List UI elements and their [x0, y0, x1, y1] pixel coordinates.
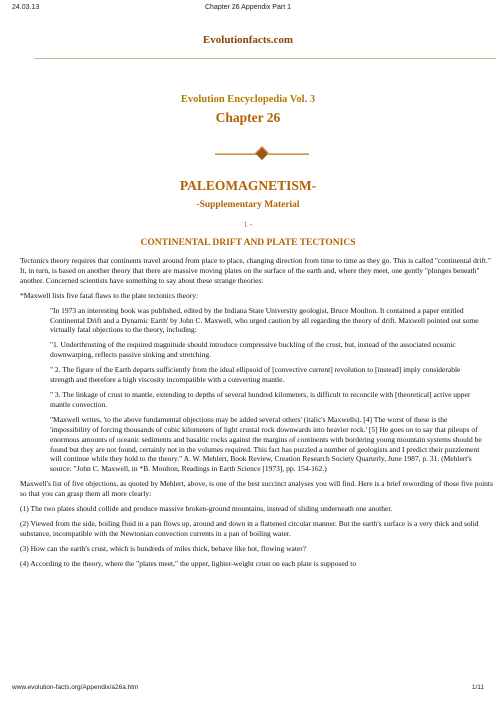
article-body — [20, 256, 496, 574]
print-title: Chapter 26 Appendix Part 1 — [204, 4, 291, 11]
point-1: (1) The two plates should collide and produce massive broken-ground mountains, instead of sliding underneath one another. — [20, 504, 393, 514]
quote-objection-2: " 2. The figure of the Earth departs sufficiently from the ideal ellipsoid of [convective current] revolution to [instead] imply considerable strength and therefore a high viscosity incompatible with a converting mantle. — [50, 365, 461, 385]
paragraph-summary: Maxwell's list of five objections, as quoted by Mehlert, above, is one of the best succinct analyses you will find. Here is a brief rewording of those five points so that you can grasp them all more clearly: — [20, 479, 493, 499]
ornamental-divider — [215, 149, 309, 159]
paragraph-intro: Tectonics theory requires that continents travel around from place to place, changing direction from time to time as they go. This is called "continental drift." It, in turn, is based on another theory that there are massive moving plates on the surface of the earth and, where they meet, one gently "plunges beneath" another. Concerned scientists have something to say about these strange theories: — [20, 256, 491, 285]
quote-paragraph: "In 1973 an interesting book was published, edited by the Indiana State University geologist, Bruce Moulton. It contained a paper entitled Continental Drift and a Dynamic Earth' by John C. Maxwell, who urged caution by all regarding the theory of drift. Maxwell pointed out some virtually fatal objections to the theory, including: — [50, 305, 479, 335]
print-date: 24.03.13 — [12, 4, 40, 11]
volume-title: Evolution Encyclopedia Vol. 3 — [180, 94, 316, 105]
page-title: PALEOMAGNETISM- — [179, 178, 317, 193]
chapter-title: Chapter 26 — [215, 110, 281, 125]
print-header — [12, 4, 484, 16]
page-number: 1/11 — [471, 684, 484, 691]
page-subtitle: -Supplementary Material — [196, 200, 300, 210]
section-number: 1 - — [243, 220, 253, 229]
site-name[interactable]: Evolutionfacts.com — [202, 34, 294, 46]
print-footer — [12, 684, 484, 694]
quote-objection-1: "1. Underthrusting of the required magnitude should introduce compressive buckling of the crust, but, instead of the associated oceanic downwarping, reflects passive sinking and stretching. — [50, 340, 456, 360]
section-title: CONTINENTAL DRIFT AND PLATE TECTONICS — [140, 238, 356, 248]
quote-maxwell-writes: "Maxwell writes, 'to the above fundamental objections may be added several others' (italic's Maxwells). [4] The worst of these is the 'impossibility of forcing thousands of cubic kilometers of light crustal rock downwards into heavier rock.' [5] He goes on to say that pileups of enormous amounts of oceanic sediments and basaltic rocks against the margins of continents with bordering young mountain systems should be found but they are not found, certainly not in the volumes required. This fact has puzzled a number of geologists and I predict their puzzlement will continue while they hold to the theory." A. W. Mehlert, Book Review, Creation Research Society Quarterly, June 1987, p. 31. (Mehlert's source: "John C. Maxwell, in *B. Moulton, Readings in Earth Science [1973], pp. 154-162.) — [50, 414, 482, 474]
divider-line-right — [267, 153, 309, 155]
point-3: (3) How can the earth's crust, which is hundreds of miles thick, behave like hot, flowing water? — [20, 543, 307, 553]
quote-objection-3: " 3. The linkage of crust to mantle, extending to depths of several hundred kilometers, is difficult to reconcile with [theoretical] active upper mantle convection. — [50, 389, 471, 409]
divider-line-left — [215, 153, 257, 155]
page-url[interactable]: www.evolution-facts.org/Appendix/a26a.htm — [12, 684, 139, 691]
point-4: (4) According to the theory, where the "plates meet," the upper, lighter-weight crust on each plate is supposed to — [20, 558, 357, 568]
point-2: (2) Viewed from the side, boiling fluid in a pan flows up, around and down in a flattened circular manner. But the earth's surface is a very thick and solid substance, incompatible with the Newtonian convection currents in a pan of boiling water. — [20, 518, 479, 538]
header-rule — [34, 58, 496, 59]
paragraph-maxwell-lists: *Maxwell lists five fatal flaws to the plate tectonics theory: — [20, 290, 199, 300]
